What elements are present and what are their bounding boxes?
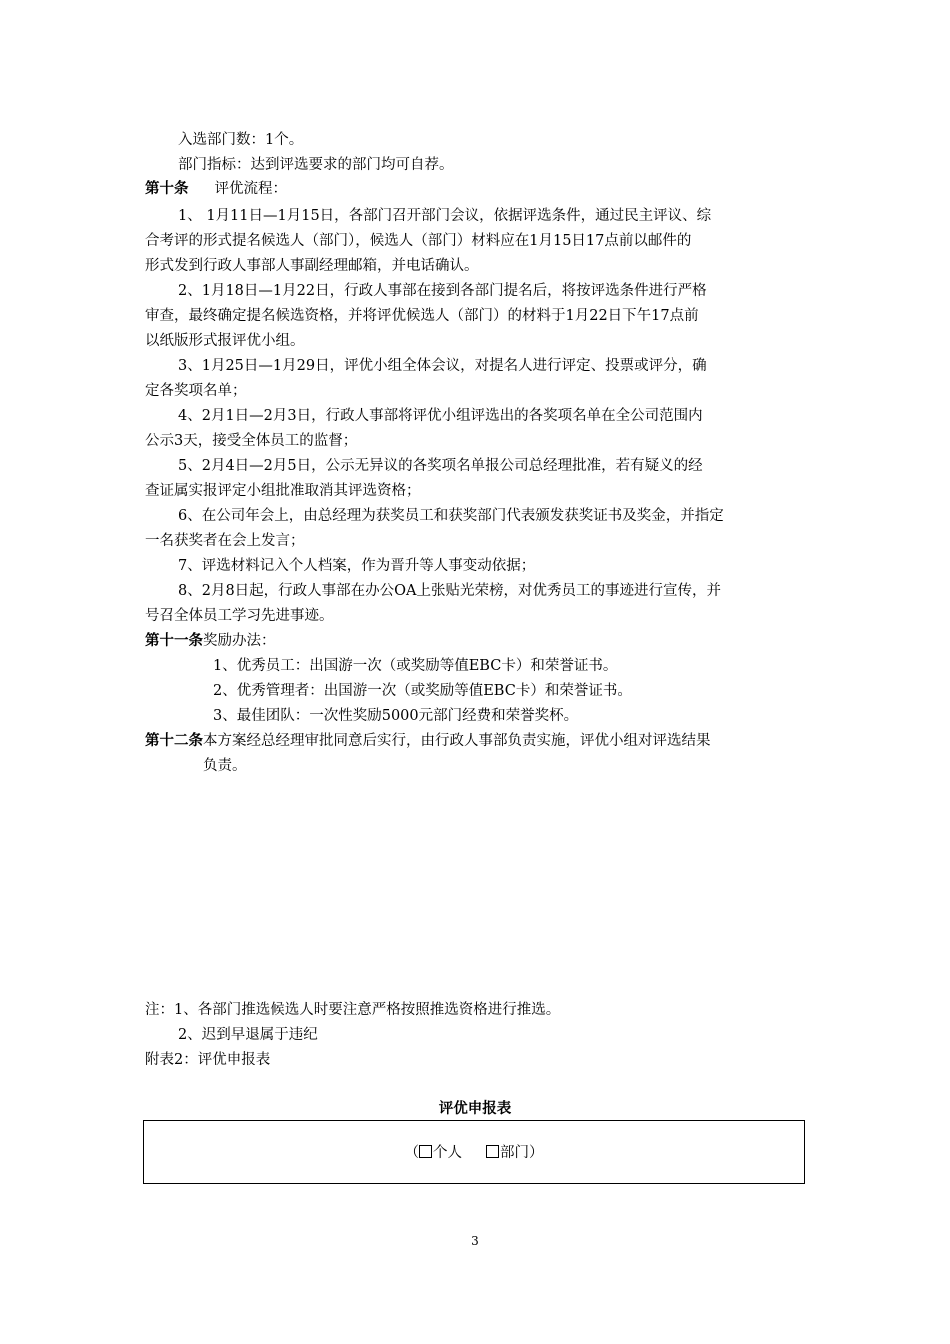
step-4-line-1: 4、2月1日—2月3日，行政人事部将评优小组评选出的各奖项名单在全公司范围内 bbox=[178, 408, 703, 424]
step-1-line-2: 合考评的形式提名候选人（部门），候选人（部门）材料应在1月15日17点前以邮件的 bbox=[145, 233, 692, 249]
step-5-line-1: 5、2月4日—2月5日，公示无异议的各奖项名单报公司总经理批准，若有疑义的经 bbox=[178, 458, 703, 474]
article-12-line-1 bbox=[145, 731, 711, 751]
individual-checkbox[interactable] bbox=[419, 1145, 432, 1158]
form-close-paren: ） bbox=[529, 1145, 544, 1161]
step-3-line-2: 定各奖项名单； bbox=[145, 383, 247, 399]
article-10-label: 第十条 bbox=[145, 180, 189, 197]
form-type-options bbox=[144, 1143, 804, 1163]
option-department-label: 部门 bbox=[500, 1145, 529, 1161]
reward-3-line: 3、最佳团队：一次性奖励5000元部门经费和荣誉奖杯。 bbox=[213, 708, 579, 724]
article-11-label: 第十一条 bbox=[145, 632, 203, 649]
note-2-line: 2、迟到早退属于违纪 bbox=[178, 1027, 318, 1043]
step-1-line-1: 1、 1月11日—1月15日，各部门召开部门会议，依据评选条件，通过民主评议、综 bbox=[178, 208, 712, 224]
form-open-paren: （ bbox=[404, 1145, 419, 1161]
article-10-heading bbox=[145, 179, 287, 199]
dept-count-line: 入选部门数：1个。 bbox=[178, 132, 304, 148]
step-5-line-2: 查证属实报评定小组批准取消其评选资格； bbox=[145, 483, 421, 499]
step-2-line-2: 审查，最终确定提名候选资格，并将评优候选人（部门）的材料于1月22日下午17点前 bbox=[145, 308, 699, 324]
application-form-box bbox=[143, 1120, 805, 1184]
step-2-line-1: 2、1月18日—1月22日，行政人事部在接到各部门提名后，将按评选条件进行严格 bbox=[178, 283, 707, 299]
article-10-title: 评优流程： bbox=[214, 181, 287, 197]
step-6-line-2: 一名获奖者在会上发言； bbox=[145, 533, 305, 549]
step-6-line-1: 6、在公司年会上，由总经理为获奖员工和获奖部门代表颁发获奖证书及奖金，并指定 bbox=[178, 508, 724, 524]
article-12-line-2: 负责。 bbox=[203, 758, 247, 774]
article-11-title: 奖励办法： bbox=[203, 633, 276, 649]
note-1-line: 注：1、各部门推选候选人时要注意严格按照推选资格进行推选。 bbox=[145, 1002, 561, 1018]
step-2-line-3: 以纸版形式报评优小组。 bbox=[145, 333, 305, 349]
step-3-line-1: 3、1月25日—1月29日，评优小组全体会议，对提名人进行评定、投票或评分，确 bbox=[178, 358, 707, 374]
step-7-line: 7、评选材料记入个人档案，作为晋升等人事变动依据； bbox=[178, 558, 536, 574]
attachment-line: 附表2：评优申报表 bbox=[145, 1052, 271, 1068]
option-individual-label: 个人 bbox=[433, 1145, 462, 1161]
step-4-line-2: 公示3天，接受全体员工的监督； bbox=[145, 433, 358, 449]
article-11-heading bbox=[145, 631, 276, 651]
form-title: 评优申报表 bbox=[438, 1100, 512, 1117]
dept-index-line: 部门指标：达到评选要求的部门均可自荐。 bbox=[178, 157, 454, 173]
department-checkbox[interactable] bbox=[486, 1145, 499, 1158]
article-12-text: 本方案经总经理审批同意后实行，由行政人事部负责实施，评优小组对评选结果 bbox=[203, 733, 711, 749]
step-8-line-1: 8、2月8日起，行政人事部在办公OA上张贴光荣榜，对优秀员工的事迹进行宣传，并 bbox=[178, 583, 722, 599]
reward-1-line: 1、优秀员工：出国游一次（或奖励等值EBC卡）和荣誉证书。 bbox=[213, 658, 618, 674]
step-8-line-2: 号召全体员工学习先进事迹。 bbox=[145, 608, 334, 624]
page-number: 3 bbox=[471, 1234, 479, 1248]
reward-2-line: 2、优秀管理者：出国游一次（或奖励等值EBC卡）和荣誉证书。 bbox=[213, 683, 632, 699]
article-12-label: 第十二条 bbox=[145, 732, 203, 749]
step-1-line-3: 形式发到行政人事部人事副经理邮箱，并电话确认。 bbox=[145, 258, 479, 274]
